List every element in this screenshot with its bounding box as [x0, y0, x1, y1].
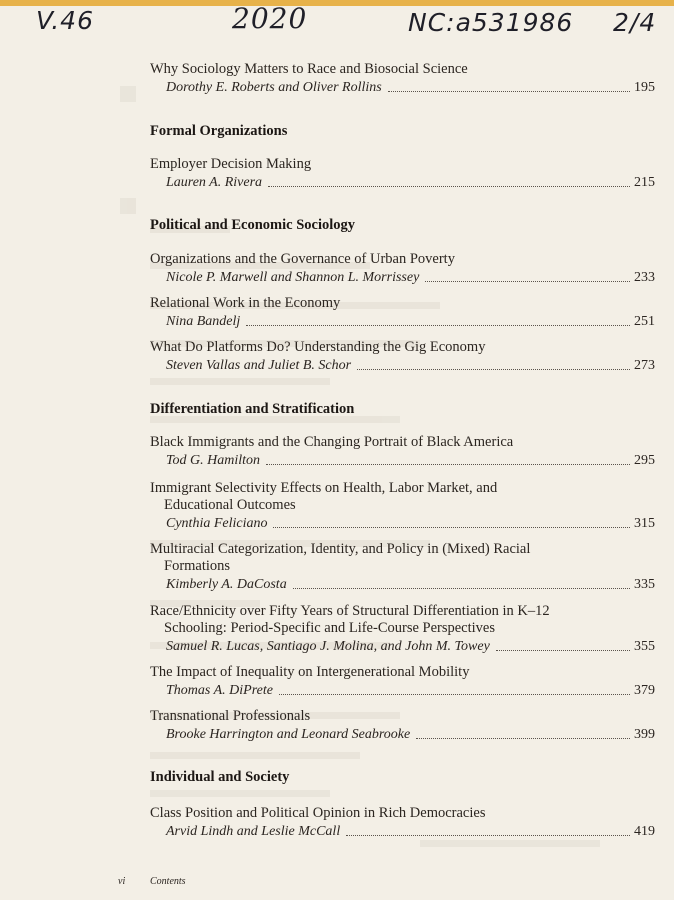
entry-page: 355: [634, 639, 655, 654]
dot-leader: [357, 369, 630, 370]
entry-title: Employer Decision Making: [150, 156, 312, 172]
entry-page: 233: [634, 270, 655, 285]
entry-title-continuation: Formations: [164, 558, 231, 574]
entry-title: Class Position and Political Opinion in Rich Democracies: [150, 805, 486, 821]
handwritten-volume: V.46: [36, 6, 94, 35]
entry-authors: Kimberly A. DaCosta: [166, 577, 287, 592]
entry-authors: Dorothy E. Roberts and Oliver Rollins: [166, 80, 382, 95]
entry-authors: Cynthia Feliciano: [166, 516, 268, 531]
dot-leader: [246, 325, 630, 326]
entry-authors: Arvid Lindh and Leslie McCall: [166, 824, 341, 839]
entry-authors: Steven Vallas and Juliet B. Schor: [166, 358, 352, 373]
entry-author-row: [166, 356, 655, 374]
entry-title: Race/Ethnicity over Fifty Years of Structural Differentiation in K–12: [150, 603, 550, 619]
dot-leader: [266, 464, 630, 465]
entry-authors: Nicole P. Marwell and Shannon L. Morrissey: [166, 270, 420, 285]
section-heading: Political and Economic Sociology: [150, 217, 356, 233]
entry-authors: Lauren A. Rivera: [166, 175, 263, 190]
entry-page: 273: [634, 358, 655, 373]
entry-authors: Brooke Harrington and Leonard Seabrooke: [166, 727, 411, 742]
entry-author-row: [166, 173, 655, 191]
entry-author-row: [166, 681, 655, 699]
entry-author-row: [166, 725, 655, 743]
entry-authors: Thomas A. DiPrete: [166, 683, 273, 698]
entry-authors: Samuel R. Lucas, Santiago J. Molina, and John M. Towey: [166, 639, 490, 654]
section-heading: Formal Organizations: [150, 123, 288, 139]
entry-author-row: [166, 312, 655, 330]
entry-title-continuation: Educational Outcomes: [164, 497, 296, 513]
entry-title: The Impact of Inequality on Intergenerational Mobility: [150, 664, 470, 680]
dot-leader: [388, 91, 630, 92]
entry-title: What Do Platforms Do? Understanding the Gig Economy: [150, 339, 486, 355]
entry-title: Immigrant Selectivity Effects on Health, Labor Market, and: [150, 480, 498, 496]
section-heading: Differentiation and Stratification: [150, 401, 355, 417]
section-heading: Individual and Society: [150, 769, 290, 785]
dot-leader: [273, 527, 630, 528]
handwritten-fraction: 2/4: [613, 8, 657, 37]
entry-page: 335: [634, 577, 655, 592]
entry-authors: Tod G. Hamilton: [166, 453, 261, 468]
footer-label: Contents: [150, 876, 186, 887]
entry-authors: Nina Bandelj: [166, 314, 241, 329]
entry-page: 419: [634, 824, 655, 839]
entry-author-row: [166, 514, 655, 532]
dot-leader: [346, 835, 630, 836]
entry-author-row: [166, 451, 655, 469]
entry-author-row: [166, 637, 655, 655]
entry-title: Black Immigrants and the Changing Portrait of Black America: [150, 434, 514, 450]
entry-author-row: [166, 575, 655, 593]
handwritten-year: 2020: [232, 2, 308, 35]
entry-title: Multiracial Categorization, Identity, and Policy in (Mixed) Racial: [150, 541, 531, 557]
dot-leader: [416, 738, 630, 739]
entry-author-row: [166, 822, 655, 840]
entry-author-row: [166, 78, 655, 96]
entry-author-row: [166, 268, 655, 286]
entry-page: 295: [634, 453, 655, 468]
dot-leader: [496, 650, 630, 651]
handwritten-call-number: NC:a531986: [408, 8, 574, 37]
entry-title: Relational Work in the Economy: [150, 295, 341, 311]
dot-leader: [279, 694, 630, 695]
entry-title: Organizations and the Governance of Urban Poverty: [150, 251, 455, 267]
entry-page: 251: [634, 314, 655, 329]
entry-title-continuation: Schooling: Period-Specific and Life-Course Perspectives: [164, 620, 496, 636]
dot-leader: [293, 588, 630, 589]
footer-page-number: vi: [118, 876, 126, 887]
entry-page: 215: [634, 175, 655, 190]
entry-page: 195: [634, 80, 655, 95]
entry-page: 315: [634, 516, 655, 531]
top-edge-band: [0, 0, 674, 6]
entry-title: Why Sociology Matters to Race and Biosocial Science: [150, 61, 468, 77]
dot-leader: [425, 281, 630, 282]
dot-leader: [268, 186, 630, 187]
entry-page: 379: [634, 683, 655, 698]
entry-page: 399: [634, 727, 655, 742]
entry-title: Transnational Professionals: [150, 708, 311, 724]
